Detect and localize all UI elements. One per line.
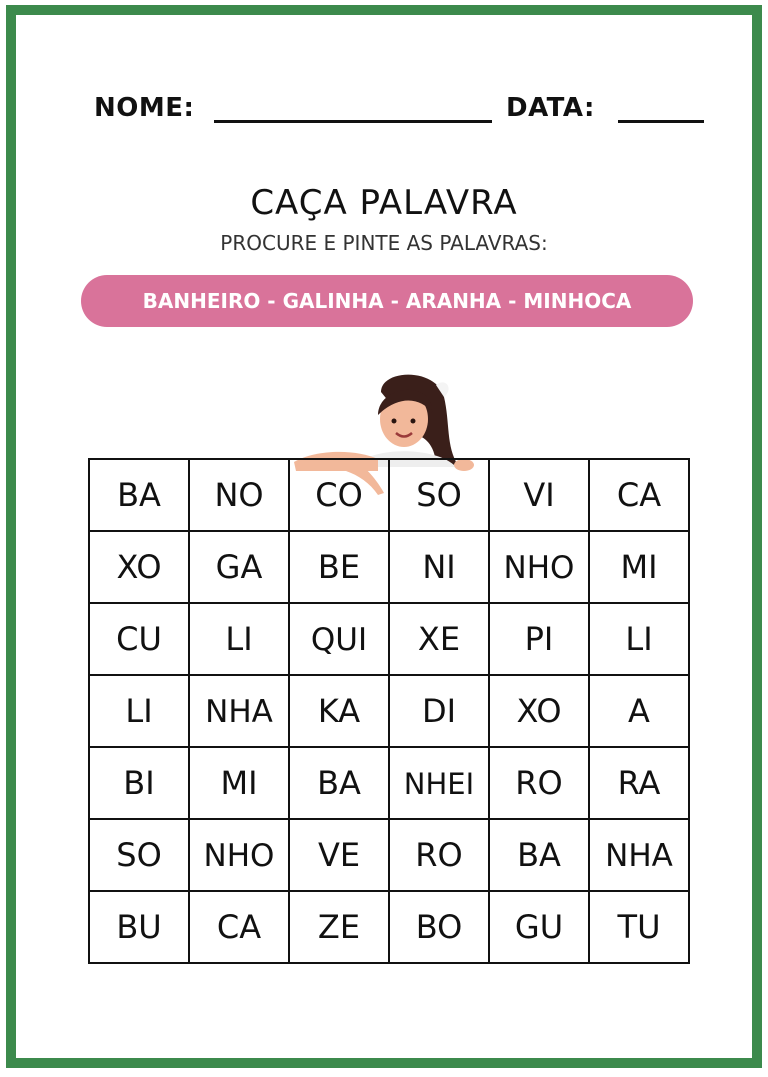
grid-cell[interactable] bbox=[89, 459, 189, 531]
grid-cell[interactable] bbox=[589, 603, 689, 675]
grid-cell[interactable] bbox=[289, 675, 389, 747]
grid-cell[interactable] bbox=[89, 603, 189, 675]
syllable: ZE bbox=[317, 908, 361, 946]
syllable: CU bbox=[116, 620, 162, 658]
grid-row bbox=[89, 819, 689, 891]
grid-cell[interactable] bbox=[89, 747, 189, 819]
grid-cell[interactable] bbox=[489, 459, 589, 531]
grid-cell[interactable] bbox=[589, 675, 689, 747]
syllable: XO bbox=[516, 692, 562, 730]
grid-cell[interactable] bbox=[89, 675, 189, 747]
syllable: XO bbox=[116, 548, 162, 586]
grid-cell[interactable] bbox=[189, 819, 289, 891]
grid-cell[interactable] bbox=[389, 819, 489, 891]
grid-cell[interactable] bbox=[289, 819, 389, 891]
grid-cell[interactable] bbox=[489, 603, 589, 675]
syllable: NHO bbox=[503, 550, 575, 586]
grid-cell[interactable] bbox=[189, 603, 289, 675]
syllable: NO bbox=[214, 476, 264, 514]
syllable: RO bbox=[415, 836, 463, 874]
syllable: VE bbox=[317, 836, 361, 874]
grid-cell[interactable] bbox=[289, 603, 389, 675]
grid-cell[interactable] bbox=[489, 891, 589, 963]
syllable: RO bbox=[515, 764, 563, 802]
syllable: XE bbox=[417, 620, 461, 658]
grid-cell[interactable] bbox=[389, 459, 489, 531]
grid-row bbox=[89, 675, 689, 747]
syllable: GU bbox=[514, 908, 564, 946]
grid-cell[interactable] bbox=[489, 747, 589, 819]
word-search-grid bbox=[88, 458, 690, 964]
grid-cell[interactable] bbox=[389, 531, 489, 603]
grid-cell[interactable] bbox=[189, 531, 289, 603]
syllable: LI bbox=[225, 620, 253, 658]
syllable: CA bbox=[616, 476, 662, 514]
syllable: CA bbox=[216, 908, 262, 946]
syllable: TU bbox=[617, 908, 661, 946]
date-label: DATA: bbox=[506, 93, 595, 123]
syllable: LI bbox=[625, 620, 653, 658]
syllable: MI bbox=[220, 764, 258, 802]
instructions: PROCURE E PINTE AS PALAVRAS: bbox=[220, 231, 548, 255]
grid-cell[interactable] bbox=[389, 747, 489, 819]
syllable: SO bbox=[116, 836, 162, 874]
grid-cell[interactable] bbox=[489, 819, 589, 891]
header-line bbox=[94, 93, 702, 127]
grid-cell[interactable] bbox=[389, 603, 489, 675]
worksheet-page bbox=[6, 5, 762, 1068]
grid-cell[interactable] bbox=[589, 459, 689, 531]
grid-cell[interactable] bbox=[389, 675, 489, 747]
word-list-banner bbox=[81, 275, 693, 327]
syllable: MI bbox=[620, 548, 658, 586]
syllable: BA bbox=[317, 764, 361, 802]
syllable: BU bbox=[116, 908, 162, 946]
grid-row bbox=[89, 531, 689, 603]
grid-cell[interactable] bbox=[389, 891, 489, 963]
grid-row bbox=[89, 747, 689, 819]
grid-cell[interactable] bbox=[189, 675, 289, 747]
syllable: NI bbox=[422, 548, 456, 586]
date-blank bbox=[618, 120, 704, 123]
syllable: NHA bbox=[205, 694, 273, 730]
grid-cell[interactable] bbox=[89, 891, 189, 963]
grid-cell[interactable] bbox=[189, 459, 289, 531]
syllable: CO bbox=[315, 476, 363, 514]
syllable: BA bbox=[117, 476, 161, 514]
syllable: VI bbox=[523, 476, 555, 514]
syllable: KA bbox=[317, 692, 361, 730]
syllable: BA bbox=[517, 836, 561, 874]
syllable: NHA bbox=[605, 838, 673, 874]
grid-row bbox=[89, 459, 689, 531]
grid-cell[interactable] bbox=[89, 819, 189, 891]
syllable: NHEI bbox=[403, 767, 475, 801]
syllable: PI bbox=[524, 620, 554, 658]
grid-cell[interactable] bbox=[489, 675, 589, 747]
syllable: QUI bbox=[310, 622, 368, 658]
syllable: BI bbox=[123, 764, 155, 802]
grid-cell[interactable] bbox=[589, 891, 689, 963]
grid-cell[interactable] bbox=[489, 531, 589, 603]
grid-cell[interactable] bbox=[589, 747, 689, 819]
grid-cell[interactable] bbox=[589, 819, 689, 891]
grid-cell[interactable] bbox=[89, 531, 189, 603]
grid-cell[interactable] bbox=[289, 531, 389, 603]
name-label: NOME: bbox=[94, 93, 195, 123]
syllable: GA bbox=[215, 548, 263, 586]
grid-cell[interactable] bbox=[189, 747, 289, 819]
syllable: NHO bbox=[203, 838, 275, 874]
grid-cell[interactable] bbox=[289, 891, 389, 963]
syllable: BE bbox=[317, 548, 361, 586]
syllable: BO bbox=[415, 908, 463, 946]
syllable: SO bbox=[416, 476, 462, 514]
word-list: BANHEIRO - GALINHA - ARANHA - MINHOCA bbox=[142, 289, 632, 313]
grid-cell[interactable] bbox=[289, 747, 389, 819]
grid-row bbox=[89, 891, 689, 963]
grid-cell[interactable] bbox=[589, 531, 689, 603]
syllable: DI bbox=[421, 692, 457, 730]
page-title: CAÇA PALAVRA bbox=[250, 183, 518, 223]
name-blank bbox=[214, 120, 492, 123]
grid-row bbox=[89, 603, 689, 675]
grid-cell[interactable] bbox=[289, 459, 389, 531]
syllable: LI bbox=[125, 692, 153, 730]
grid-cell[interactable] bbox=[189, 891, 289, 963]
syllable: A bbox=[628, 692, 650, 730]
syllable: RA bbox=[617, 764, 661, 802]
